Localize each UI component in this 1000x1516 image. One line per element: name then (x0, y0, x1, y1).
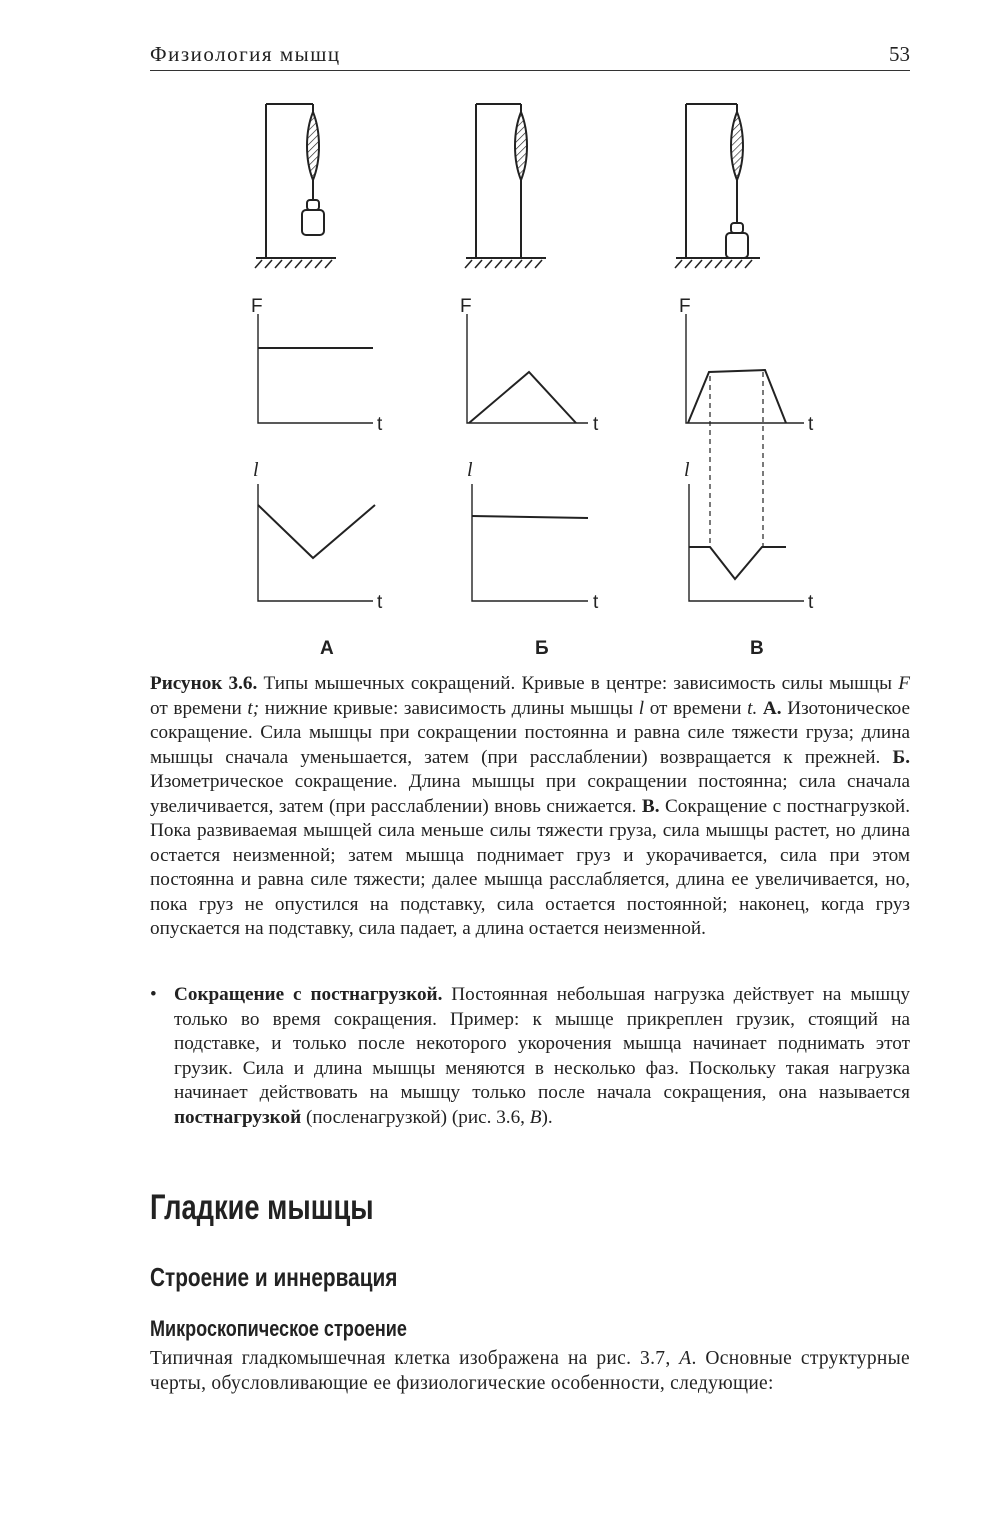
bullet-term: Сокращение с постнагрузкой. (174, 984, 443, 1005)
panel-label-a: А (320, 638, 334, 659)
bullet-item (150, 983, 910, 1130)
apparatus-b (465, 104, 546, 268)
apparatus-v (675, 104, 760, 268)
length-curve-a (258, 505, 375, 558)
body-paragraph: Типичная гладкомышечная клетка изображена на рис. 3.7, А. Основные структурные черты, обусловливающие ее физиологические особенности, следующие: (150, 1348, 910, 1394)
t-axis-label-v2: t (808, 592, 814, 613)
t-axis-label-a1: t (377, 414, 383, 435)
length-curve-b (472, 516, 588, 518)
t-axis-label-v1: t (808, 414, 814, 435)
f-axis-label-b: F (460, 296, 472, 317)
subsubsection-heading: Микроскопическое строение (150, 1316, 407, 1341)
l-axis-label-b: l (467, 459, 473, 481)
t-axis-label-b2: t (593, 592, 599, 613)
panel-label-b: Б (535, 638, 549, 659)
caption-lead: Рисунок 3.6. (150, 673, 258, 694)
figure-caption: Рисунок 3.6. Типы мышечных сокращений. Кривые в центре: зависимость силы мышцы F от времени t; нижние кривые: зависимость длины мышцы l от времени t. А. Изотоническое сокращение. Сила мышцы при сокращении постоянна и равна силе тяжести груза; длина мышцы сначала уменьшается, затем (при расслаблении) возвращается к прежней. Б. Изометрическое сокращение. Длина мышцы при сокращении постоянна; сила сначала увеличивается, затем (при расслаблении) вновь снижается. В. Сокращение с постнагрузкой. Пока развиваемая мышцей сила меньше силы тяжести груза, сила мышцы растет, но длина остается неизменной; затем мышца поднимает груз и укорачивается, сила при этом постоянна и равна силе тяжести; далее мышца расслабляется, длина ее увеличивается, но, пока груз не опустился на подставку, сила остается постоянной; наконец, когда груз опускается на подставку, сила падает, а длина остается неизменной. (150, 673, 911, 939)
f-axis-label-a: F (251, 296, 263, 317)
projection-lines (710, 372, 763, 547)
bullet-marker: • (150, 984, 157, 1005)
bullet-text: Сокращение с постнагрузкой. Постоянная небольшая нагрузка действует на мышцу только во время сокращения. Пример: к мышце прикреплен грузик, стоящий на подставке, и только после некоторого укорочения мышца начинает поднимать этот грузик. Сила и длина мышцы меняются в несколько фаз. Поскольку такая нагрузка начинает действовать на мышцу только после начала сокращения, она называется постнагрузкой (посленагрузкой) (рис. 3.6, В). (174, 984, 910, 1128)
l-axis-label-v: l (684, 459, 690, 481)
force-curve-v (688, 370, 786, 423)
apparatus-a (255, 104, 336, 268)
graph-axes (258, 314, 804, 601)
t-axis-label-a2: t (377, 592, 383, 613)
subsection-heading: Строение и иннервация (150, 1262, 398, 1292)
page-number: 53 (889, 42, 910, 66)
force-curve-b (469, 372, 576, 423)
f-axis-label-v: F (679, 296, 691, 317)
panel-label-v: В (750, 638, 764, 659)
length-curve-v (689, 547, 786, 579)
figure-3-6 (0, 0, 1000, 670)
l-axis-label-a: l (253, 459, 259, 481)
section-heading: Гладкие мышцы (150, 1188, 374, 1227)
t-axis-label-b1: t (593, 414, 599, 435)
axis-labels (251, 296, 814, 613)
running-header-title: Физиология мышц (150, 42, 341, 66)
